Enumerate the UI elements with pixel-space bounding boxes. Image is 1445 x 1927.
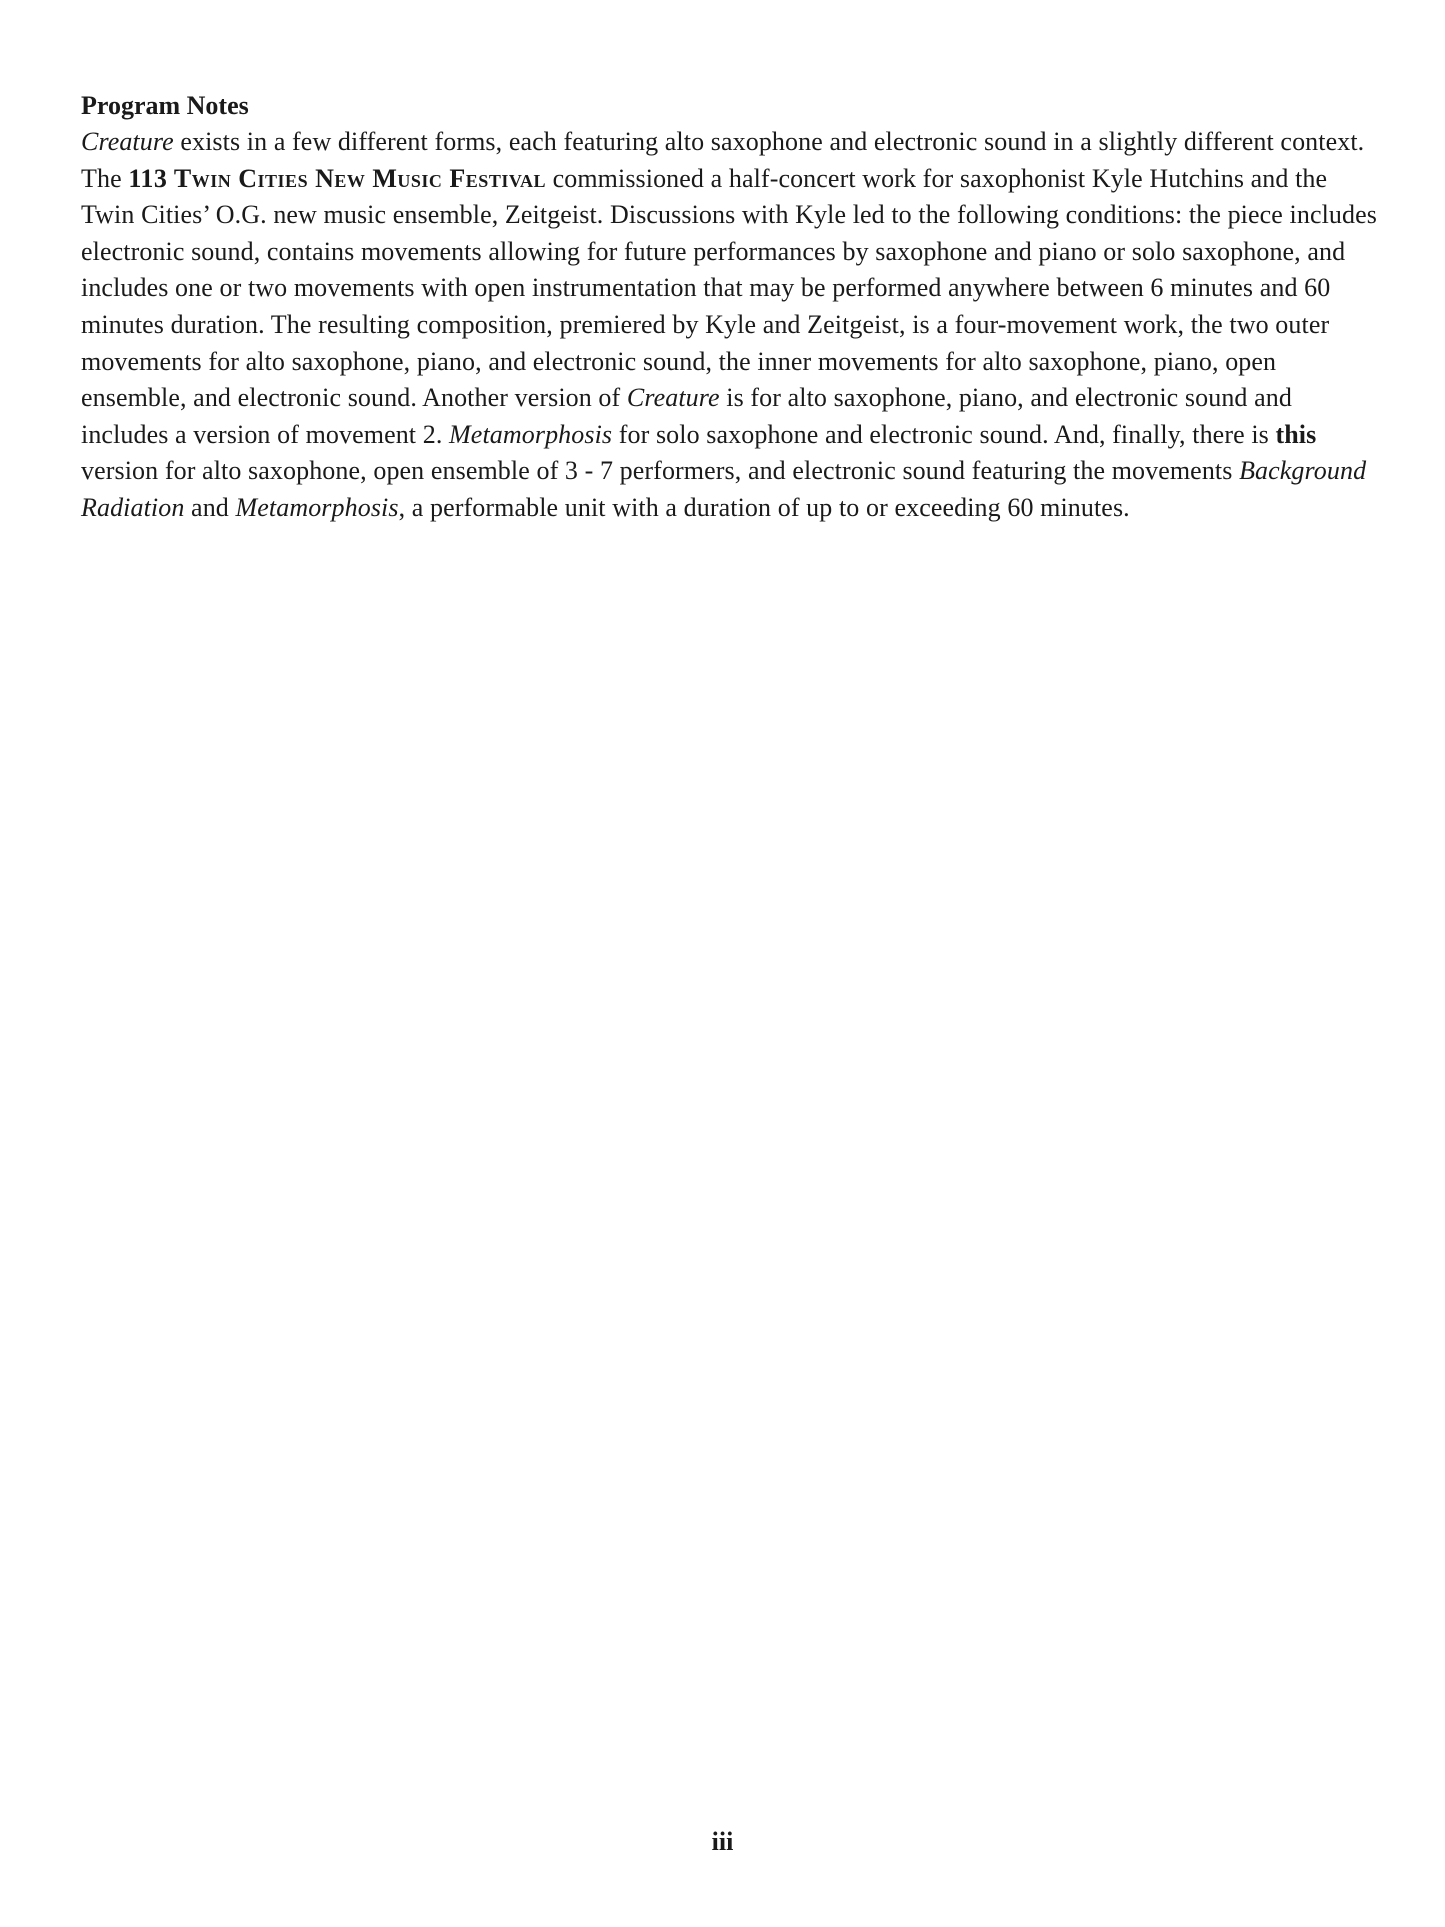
page-number: iii [711, 1827, 734, 1856]
text-run: Creature [81, 127, 174, 156]
text-run: exists in a few different forms, each featuring alto saxophone and electronic sound in a slightly different context. The [81, 127, 1365, 193]
text-run: Metamorphosis [235, 492, 399, 522]
text-run: commissioned a half-concert work for saxophonist Kyle Hutchins and the Twin Cities’ O.G. new music ensemble, Zeitgeist. Discussions with Kyle led to the following conditions: the piece includes electronic sound, contains movements allowing for future performances by saxophone and piano or solo saxophone, and includes one or two movements with open instrumentation that may be performed anywhere between 6 minutes and 60 minutes duration. The resulting composition, premiered by Kyle and Zeitgeist, is a four-movement work, the two outer movements for alto saxophone, piano, and electronic sound, the inner movements for alto saxophone, piano, open ensemble, and electronic sound. Another version of [81, 163, 1377, 413]
text-run: this [1275, 419, 1317, 449]
text-run: is for alto saxophone, piano, and electronic sound and includes a version of movement 2. [81, 383, 1292, 449]
text-run: Background Radiation [81, 456, 1367, 522]
text-run: version for alto saxophone, open ensemble of 3 - 7 performers, and electronic sound featuring the movements [81, 456, 1240, 486]
program-notes-paragraph [81, 124, 1381, 527]
program-notes-section [81, 88, 1381, 527]
text-run: Metamorphosis [449, 419, 613, 449]
text-run: Creature [626, 383, 720, 413]
text-run: for solo saxophone and electronic sound. And, finally, there is [612, 419, 1276, 449]
section-heading: Program Notes [81, 91, 249, 120]
text-run: , a performable unit with a duration of up to or exceeding 60 minutes. [398, 492, 1130, 522]
festival-name: 113 Twin Cities New Music Festival [128, 163, 547, 193]
text-run: and [184, 492, 236, 522]
